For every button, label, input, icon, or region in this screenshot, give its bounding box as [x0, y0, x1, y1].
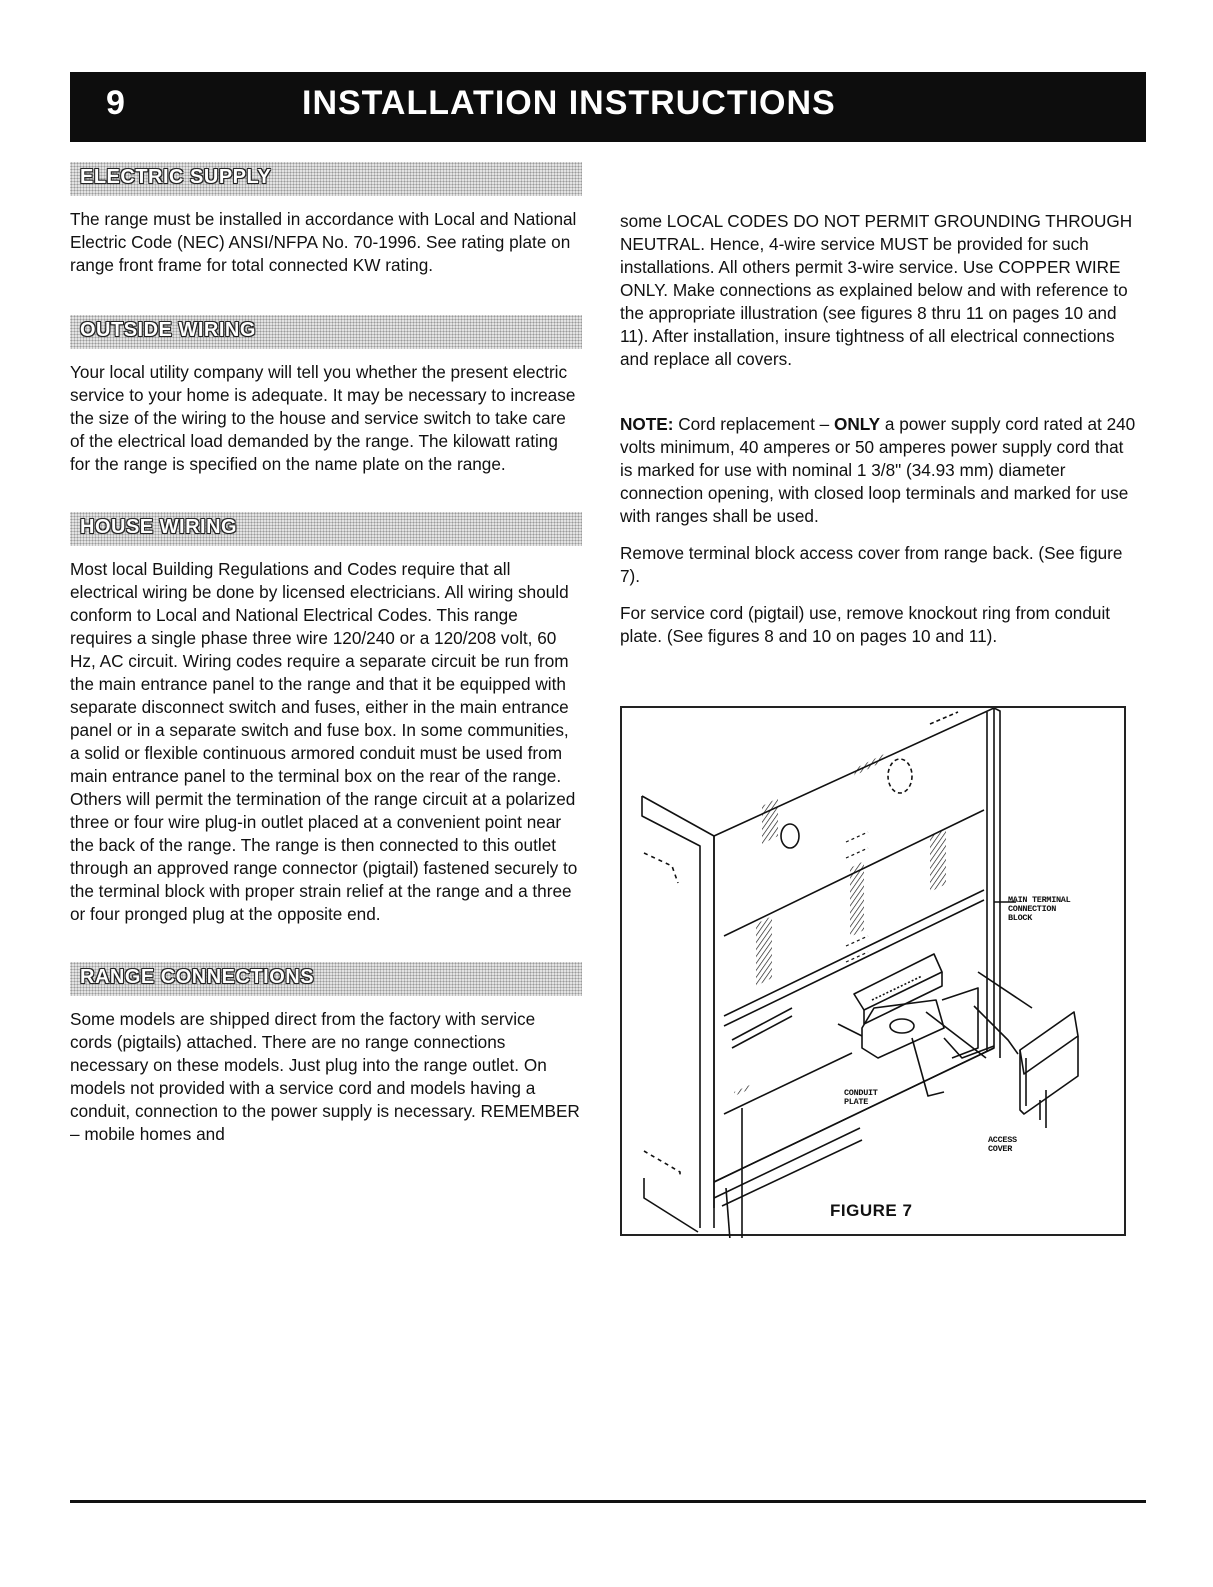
grounding-paragraph: some LOCAL CODES DO NOT PERMIT GROUNDING THROUGH NEUTRAL. Hence, 4-wire service MUST be provided for such installations. All others permit 3-wire service. Use COPPER WIRE ONLY. Make connections as explained below and with reference to the appropriate illustration (see figures 8 thru 11 on pages 10 and 11). After installation, insure tightness of all electrical connections and replace all covers. — [620, 211, 1133, 369]
house-wiring-body: Most local Building Regulations and Codes require that all electrical wiring be done by licensed electricians. All wiring should conform to Local and National Electrical Codes. This range requires a single phase three wire 120/240 or a 120/208 volt, 60 Hz, AC circuit. Wiring codes require a separate circuit be run from the main entrance panel to the range and that it be equipped with separate disconnect switch and fuses, either in the main entrance panel or in a separate switch and fuse box. In some communities, a solid or flexible continuous armored conduit must be used from main entrance panel to the terminal box on the rear of the range. Others will permit the termination of the range circuit at a polarized three or four wire plug-in outlet placed at a convenient point near the back of the range. The range is then connected to this outlet through an approved range connector (pigtail) fastened securely to the terminal block with proper strain relief at the range and a three or four pronged plug at the opposite end. — [70, 559, 578, 924]
left-column — [70, 162, 582, 1146]
section-heading-range-connections — [70, 962, 582, 996]
section-heading-text: HOUSE WIRING — [80, 516, 238, 538]
callout-line: COVER — [988, 1144, 1013, 1154]
page-title: INSTALLATION INSTRUCTIONS — [302, 84, 836, 122]
note-paragraph — [620, 413, 1140, 528]
section-heading-house-wiring — [70, 512, 582, 546]
figure-7 — [620, 706, 1126, 1236]
note-label: NOTE: — [620, 414, 674, 434]
remove-cover-paragraph: Remove terminal block access cover from range back. (See figure 7). — [620, 543, 1123, 586]
range-back-illustration — [622, 708, 1128, 1238]
section-heading-text: ELECTRIC SUPPLY — [80, 166, 272, 188]
page-header-bar — [70, 72, 1146, 142]
callout-line: CONDUIT — [844, 1088, 878, 1098]
service-cord-paragraph: For service cord (pigtail) use, remove knockout ring from conduit plate. (See figures 8 and 10 on pages 10 and 11). — [620, 603, 1111, 646]
note-text-pre: Cord replacement – — [673, 414, 834, 434]
callout-line: ACCESS — [988, 1135, 1017, 1145]
callout-line: MAIN TERMINAL — [1008, 895, 1071, 905]
electric-supply-body: The range must be installed in accordance with Local and National Electric Code (NEC) ANSI/NFPA No. 70-1996. See rating plate on range front frame for total connected KW rating. — [70, 209, 577, 275]
page-number: 9 — [106, 84, 125, 122]
callout-line: PLATE — [844, 1097, 869, 1107]
range-connections-body: Some models are shipped direct from the factory with service cords (pigtails) attached. There are no range connections necessary on these models. Just plug into the range outlet. On models not provided with a service cord and models having a conduit, connection to the power supply is necessary. REMEMBER – mobile homes and — [70, 1009, 580, 1144]
callout-access-cover — [988, 1136, 1017, 1154]
section-heading-electric-supply — [70, 162, 582, 196]
callout-line: BLOCK — [1008, 913, 1033, 923]
note-text-rest: a power supply cord rated at 240 volts minimum, 40 amperes or 50 amperes power supply cord that is marked for use with nominal 1 3/8" (34.93 mm) diameter connection opening, with closed loop terminals and marked for use with ranges shall be used. — [620, 414, 1136, 526]
section-heading-text: RANGE CONNECTIONS — [80, 966, 315, 988]
right-column — [620, 210, 1140, 648]
note-only: ONLY — [833, 414, 881, 434]
callout-conduit-plate — [844, 1089, 878, 1107]
callout-line: CONNECTION — [1008, 904, 1057, 914]
section-heading-text: OUTSIDE WIRING — [80, 319, 256, 341]
callout-terminal-block — [1008, 896, 1070, 923]
footer-rule — [70, 1500, 1146, 1503]
figure-caption: FIGURE 7 — [830, 1201, 913, 1220]
section-heading-outside-wiring — [70, 315, 582, 349]
outside-wiring-body: Your local utility company will tell you whether the present electric service to your home is adequate. It may be necessary to increase the size of the wiring to the house and service switch to take care of the electrical load demanded by the range. The kilowatt rating for the range is specified on the name plate on the range. — [70, 362, 576, 474]
